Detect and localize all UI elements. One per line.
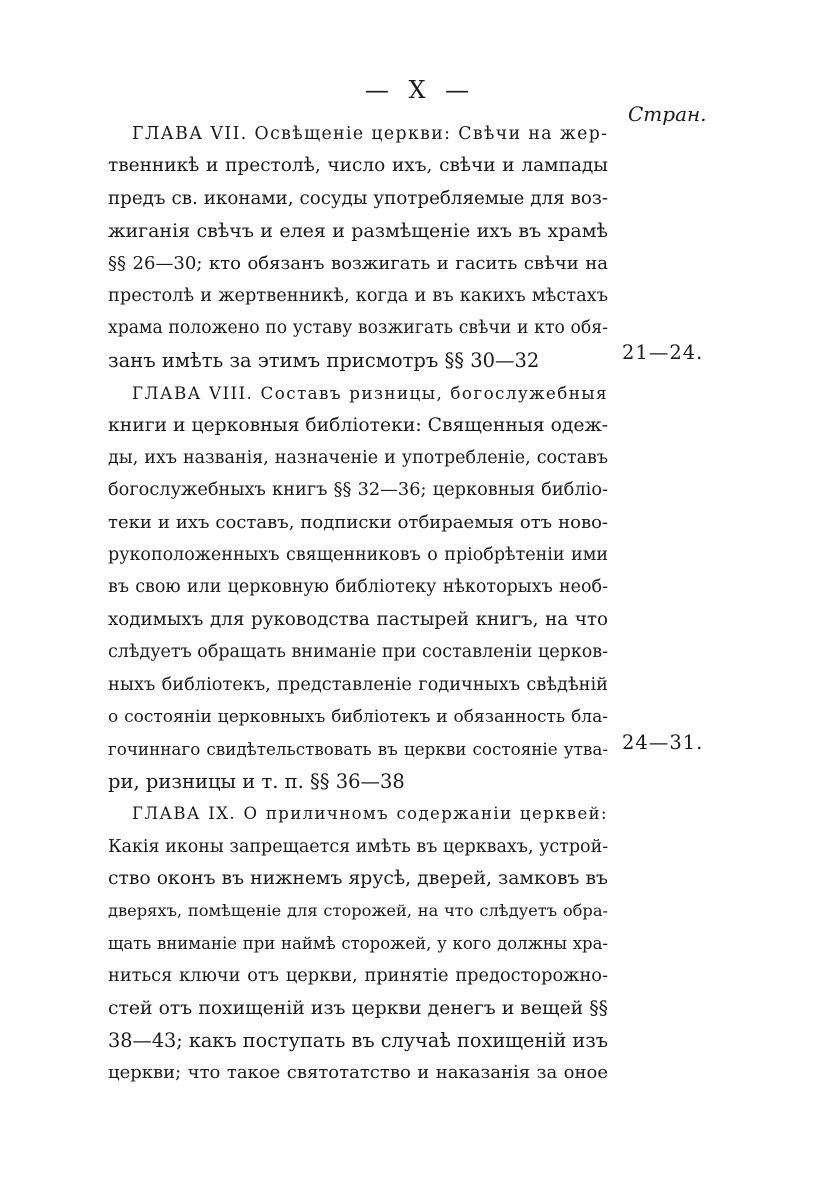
chapter-line: ныхъ библіотекъ, представленіе годичныхъ свѣдѣній [108,674,608,695]
chapter-line: стей отъ похищеній изъ церкви денегъ и вещей §§ [108,997,608,1019]
chapter-line: дверяхъ, помѣщеніе для сторожей, на что слѣдуетъ обра- [108,901,608,921]
chapter-line: рукоположенныхъ священниковъ о пріобрѣтеніи ими [108,545,608,566]
chapter-line: занъ имѣть за этимъ присмотръ §§ 30—32 [108,348,540,372]
chapter-line: ниться ключи отъ церкви, принятіе предосторожно- [108,966,608,987]
chapter-line: богослужебныхъ книгъ §§ 32—36; церковныя библіо- [108,480,608,501]
chapter-viii-pages: 24—31. [622,731,704,754]
chapter-line: ходимыхъ для руководства пастырей книгъ, на что [108,608,608,630]
chapter-line: твенникѣ и престолѣ, число ихъ, свѣчи и лампады [108,155,608,177]
chapter-line: слѣдуетъ обращать вниманіе при составленіи церков- [108,642,609,663]
chapter-line: Какія иконы запрещается имѣть въ церквахъ, устрой- [108,836,609,857]
chapter-line: гочиннаго свидѣтельствовать въ церкви состояніе утва- [108,739,608,760]
chapter-line: престолѣ и жертвенникѣ, когда и въ какихъ мѣстахъ [108,285,608,306]
chapter-ix-entry [108,798,608,1090]
table-of-contents [108,118,608,1090]
chapter-line: ГЛАВА VII. Освѣщеніе церкви: Свѣчи на жер- [132,124,609,144]
chapter-line: 38—43; какъ поступать въ случаѣ похищеній изъ [108,1028,608,1052]
chapter-line: о состояніи церковныхъ библіотекъ и обязанность бла- [108,707,608,728]
pages-column-label: Стран. [628,102,707,126]
chapter-line: предъ св. иконами, сосуды употребляемые для воз- [108,187,608,209]
chapter-line: жиганія свѣчъ и елея и размѣщеніе ихъ въ храмѣ [108,220,608,243]
chapter-line: храма положено по уставу возжигать свѣчи и кто обя- [108,318,608,339]
chapter-line: ри, ризницы и т. п. §§ 36—38 [108,769,405,793]
page-header: — X — [364,76,476,104]
chapter-vii-pages: 21—24. [622,341,704,364]
chapter-line: въ свою или церковную библіотеку нѣкоторыхъ необ- [108,577,608,598]
chapter-line: §§ 26—30; кто обязанъ возжигать и гасить свѣчи на [108,252,608,274]
chapter-line: ГЛАВА VIII. Составъ ризницы, богослужебныя [132,383,608,404]
chapter-viii-entry [108,377,608,798]
chapter-line: ды, ихъ названія, назначеніе и употребленіе, составъ [108,447,608,468]
chapter-line: ГЛАВА IX. О приличномъ содержаніи церквей: [132,804,608,824]
chapter-line: щать вниманіе при наймѣ сторожей, у кого должны хра- [108,933,608,953]
chapter-line: ство оконъ въ нижнемъ ярусѣ, дверей, замковъ въ [108,867,608,889]
chapter-line: теки и ихъ составъ, подписки отбираемыя отъ ново- [108,511,608,533]
chapter-line: книги и церковныя библіотеки: Священныя одеж- [108,414,609,436]
chapter-line: церкви; что такое святотатство и наказанія за оное [108,1062,608,1084]
chapter-vii-entry [108,118,608,377]
